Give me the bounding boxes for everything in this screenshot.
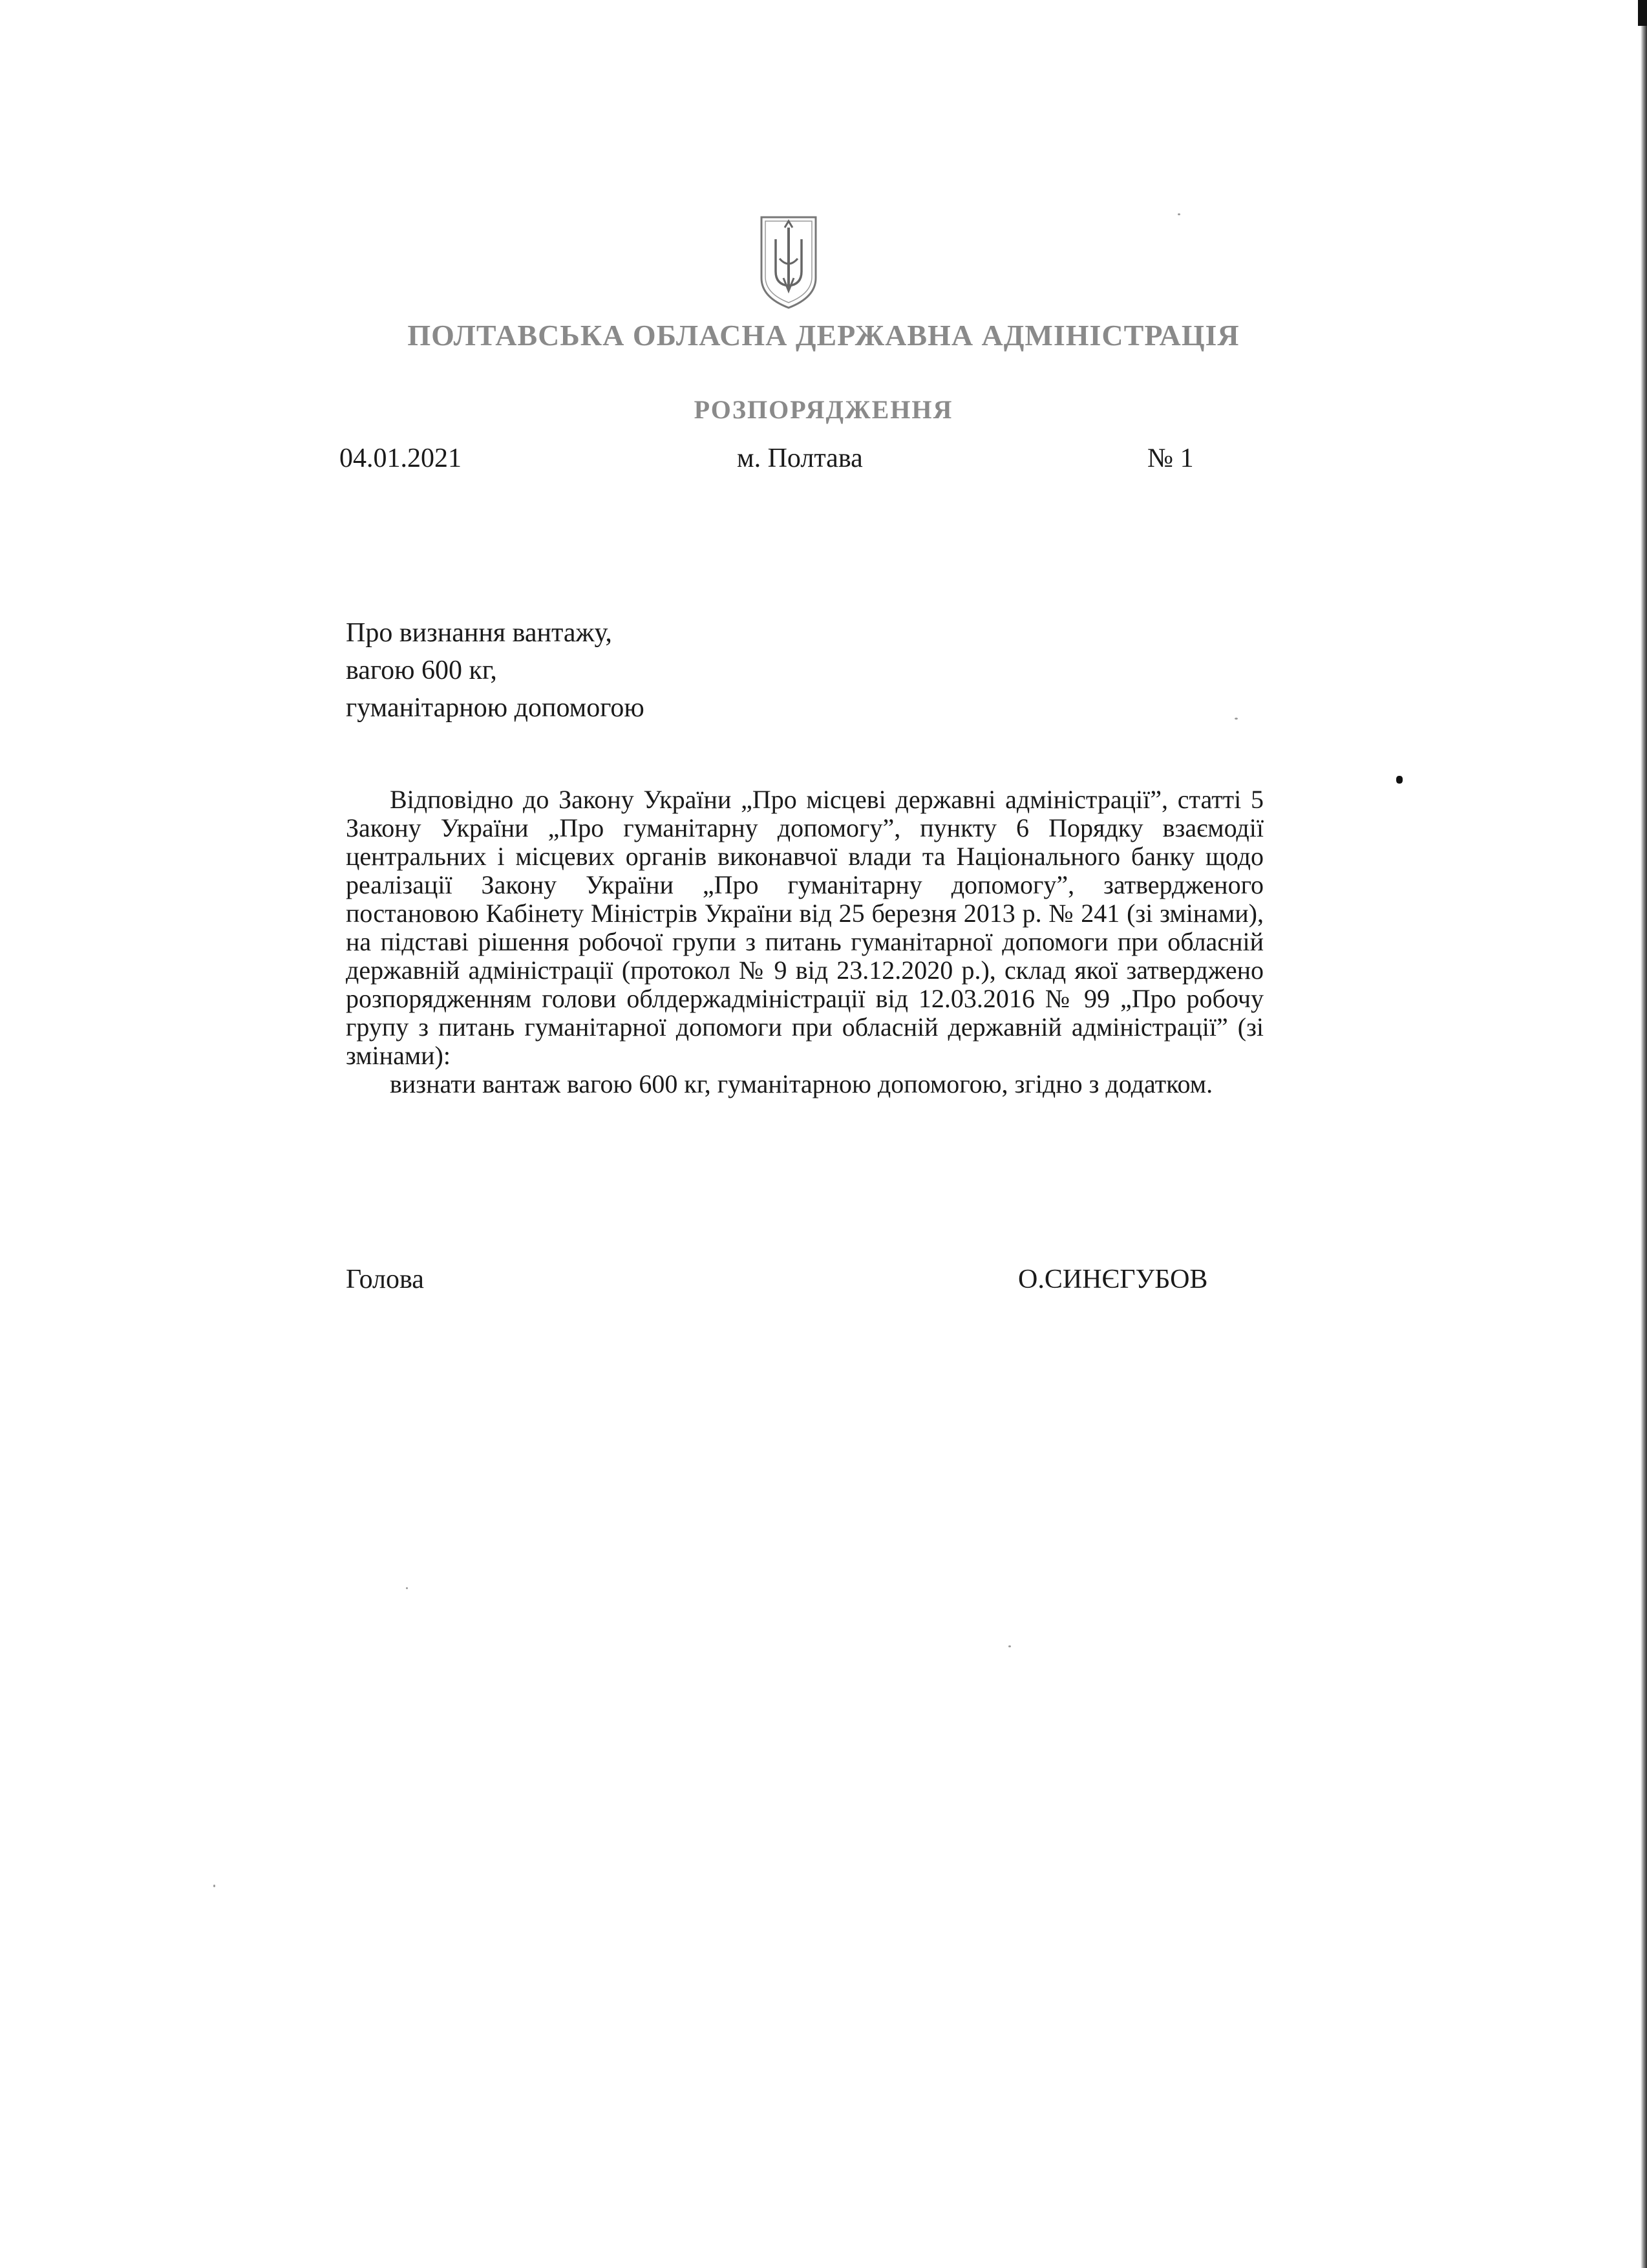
subject-line: гуманітарною допомогою [346, 693, 644, 723]
scan-speck [1235, 718, 1238, 720]
document-type: РОЗПОРЯДЖЕННЯ [694, 395, 953, 424]
scan-edge-mark [1638, 0, 1647, 26]
scan-speck [1396, 776, 1403, 784]
organization-name: ПОЛТАВСЬКА ОБЛАСНА ДЕРЖАВНА АДМІНІСТРАЦІЯ [407, 319, 1240, 352]
document-body [346, 786, 1264, 1098]
document-date: 04.01.2021 [339, 444, 462, 473]
document-number: № 1 [1147, 444, 1194, 473]
scan-speck [406, 1587, 408, 1589]
document-city: м. Полтава [737, 444, 863, 473]
coat-of-arms-icon [756, 213, 821, 310]
body-decision: визнати вантаж вагою 600 кг, гуманітарною допомогою, згідно з додатком. [390, 1069, 1213, 1098]
scan-speck [213, 1885, 215, 1887]
body-preamble: Відповідно до Закону України „Про місцеві державні адміністрації”, статті 5 Закону України „Про гуманітарну допомогу”, пункту 6 Порядку взаємодії центральних і місцевих органів виконавчої влади та Національного банку щодо реалізації Закону України „Про гуманітарну допомогу”, затвердженого постановою Кабінету Міністрів України від 25 березня 2013 р. № 241 (зі змінами), на підставі рішення робочої групи з питань гуманітарної допомоги при обласній державній адміністрації (протокол № 9 від 23.12.2020 р.), склад якої затверджено розпорядженням голови облдержадміністрації від 12.03.2016 № 99 „Про робочу групу з питань гуманітарної допомоги при обласній державній адміністрації” (зі змінами): [346, 785, 1264, 1070]
signatory-title: Голова [346, 1265, 424, 1294]
subject-line: вагою 600 кг, [346, 656, 497, 685]
scan-speck [1008, 1645, 1011, 1647]
subject-line: Про визнання вантажу, [346, 618, 612, 648]
signatory-name: О.СИНЄГУБОВ [1018, 1265, 1208, 1294]
document-subject [346, 614, 644, 727]
scan-speck [1178, 213, 1180, 215]
